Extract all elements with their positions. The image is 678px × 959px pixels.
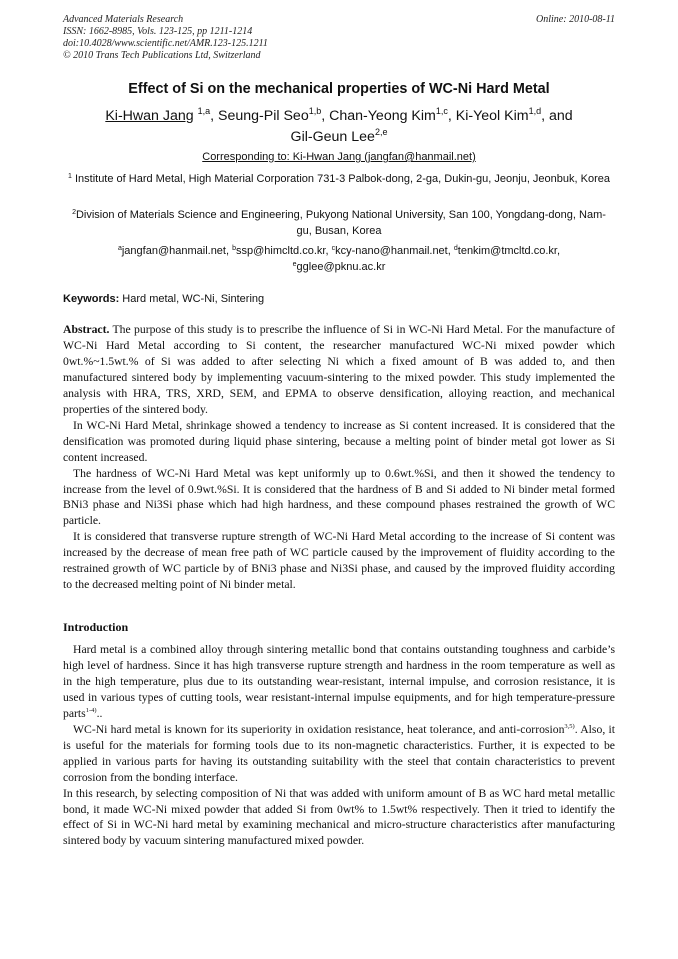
- author-affiliation-mark: 1,c: [435, 106, 448, 116]
- journal-header: [63, 14, 615, 62]
- affiliation-mark: 2: [72, 209, 76, 216]
- introduction-section: [63, 642, 615, 849]
- author-affiliation-mark: 1,b: [308, 106, 322, 116]
- paper-title: Effect of Si on the mechanical properties of WC-Ni Hard Metal: [128, 81, 550, 97]
- email-address: gglee@pknu.ac.kr: [296, 261, 386, 273]
- author-list: Ki-Hwan Jang $^{1,a}$, Seung-Pil Seo$^{1,b}$, Chan-Yeong Kim$^{1,c}$, Ki-Yeol Kim$^{1,d}$, and Gil-Geun Lee$^{2,e}$: [105, 106, 573, 145]
- doi-line: doi:10.4028/www.scientific.net/AMR.123-125.1211: [63, 38, 268, 49]
- author-affiliation-mark: 2,e: [374, 127, 388, 137]
- intro-paragraph: Hard metal is a combined alloy through sintering metallic bond that contains outstanding toughness and carbide’s high level of hardness. Since it has high transverse rupture strength and hardness in the room temperature as well as in the high temperature, plus due to its outstanding wear-resistant, internal impulse, and corrosion resistance, it is used in various types of cutting tools, wear resistant-internal impulse equipments, and for high temperature-pressure parts$^{1-4)}$..: [63, 643, 615, 720]
- copyright-line: © 2010 Trans Tech Publications Ltd, Switzerland: [63, 50, 261, 61]
- abstract-paragraph: In WC-Ni Hard Metal, shrinkage showed a tendency to increase as Si content increased. It is considered that the densification was promoted during liquid phase sintering, because a melting point of binder metal got lower as Si content increased.: [63, 418, 615, 464]
- online-date: Online: 2010-08-11: [536, 14, 615, 25]
- intro-paragraph: In this research, by selecting composition of Ni that was added with uniform amount of B as WC hard metal metallic bond, it made WC-Ni mixed powder that added Si from 0wt% to 1.5wt% respectively. Then it tried to identify the effect of Si in WC-Ni hard metal by examining mechanical and micro-structure characteristics after manufacturing sintered body by vacuum sintering manufactured mixed powder.: [63, 786, 615, 848]
- author-name: Ki-Hwan Jang: [105, 108, 194, 124]
- corresponding-author: Corresponding to: Ki-Hwan Jang (jangfan@hanmail.net): [202, 151, 476, 163]
- citation-ref: 3,5): [564, 722, 575, 730]
- keywords: [63, 293, 615, 305]
- affiliation-mark: 1: [68, 173, 72, 180]
- abstract-paragraph: Abstract. The purpose of this study is to prescribe the influence of Si in WC-Ni Hard Metal. For the manufacture of WC-Ni Hard Metal according to Si content, the researcher manufactured WC-Ni mixed powder which 0wt.%~1.5wt.% of Si was added to after selecting Ni which a fixed amount of B was added to, and then manufactured sintered body by implementing vacuum-sintering to the mixed powder. This study implemented the analysis with HRA, TRS, XRD, SEM, and EPMA to observe densification, alloying reaction, and mechanical properties of the sintered body.: [63, 323, 615, 416]
- affiliation-1: [66, 171, 612, 187]
- email-list: $^a$jangfan@hanmail.net, $^b$ssp@himcltd.co.kr, $^c$kcy-nano@hanmail.net, $^d$tenkim@tmcltd.co.kr, $^e$gglee@pknu.ac.kr: [117, 245, 561, 273]
- author-name: Gil-Geun Lee: [290, 129, 375, 145]
- author-affiliation-mark: 1,a: [197, 106, 211, 116]
- keywords-text: Hard metal, WC-Ni, Sintering: [119, 293, 265, 305]
- journal-name: Advanced Materials Research: [63, 14, 184, 25]
- affiliation-text: Division of Materials Science and Engineering, Pukyong National University, San 100, Yongdang-dong, Nam-gu, Busan, Korea: [75, 209, 606, 237]
- abstract-paragraph: It is considered that transverse rupture strength of WC-Ni Hard Metal according to the increase of Si content was increased by the decrease of mean free path of WC particle caused by the improvement of fluidity according to the restrained growth of WC particle by of BNi3 phase and Ni3Si phase, and caused by the improved fluidity according to the decreased melting point of Ni binder metal.: [63, 530, 615, 592]
- email-address: ssp@himcltd.co.kr: [236, 245, 326, 257]
- author-name: Chan-Yeong Kim: [329, 108, 436, 124]
- email-address: kcy-nano@hanmail.net: [335, 245, 448, 257]
- author-name: Ki-Yeol Kim: [455, 108, 529, 124]
- citation-ref: 1-4): [85, 706, 97, 714]
- author-name: Seung-Pil Seo: [218, 108, 309, 124]
- affiliation-text: Institute of Hard Metal, High Material Corporation 731-3 Palbok-dong, 2-ga, Dukin-gu, Jeonju, Jeonbuk, Korea: [71, 173, 610, 185]
- intro-paragraph: WC-Ni hard metal is known for its superiority in oxidation resistance, heat tolerance, and anti-corrosion$^{3,5)}$. Also, it is useful for the materials for forming tools due to its non-magnetic characteristics. Further, it is expected to be applied in various parts for having its outstanding suitability with the steel that contain characteristics to prevent corrosion from the bonding interface.: [63, 722, 615, 784]
- abstract-label: Abstract.: [63, 323, 110, 336]
- introduction-heading: Introduction: [63, 620, 129, 634]
- email-address: jangfan@hanmail.net: [121, 245, 226, 257]
- issn-line: ISSN: 1662-8985, Vols. 123-125, pp 1211-1214: [63, 26, 253, 37]
- keywords-label: Keywords:: [63, 293, 120, 305]
- author-affiliation-mark: 1,d: [528, 106, 542, 116]
- abstract-paragraph: The hardness of WC-Ni Hard Metal was kept uniformly up to 0.6wt.%Si, and then it showed the tendency to increase from the level of 0.9wt.%Si. It is considered that the hardness of B and Si added to Ni binder metal formed BNi3 phase and Ni3Si phase which had high hardness, and these compound phases restrained the growth of WC particle.: [63, 466, 615, 528]
- affiliation-2: [66, 207, 612, 239]
- abstract-section: [63, 322, 615, 593]
- email-address: tenkim@tmcltd.co.kr: [457, 245, 557, 257]
